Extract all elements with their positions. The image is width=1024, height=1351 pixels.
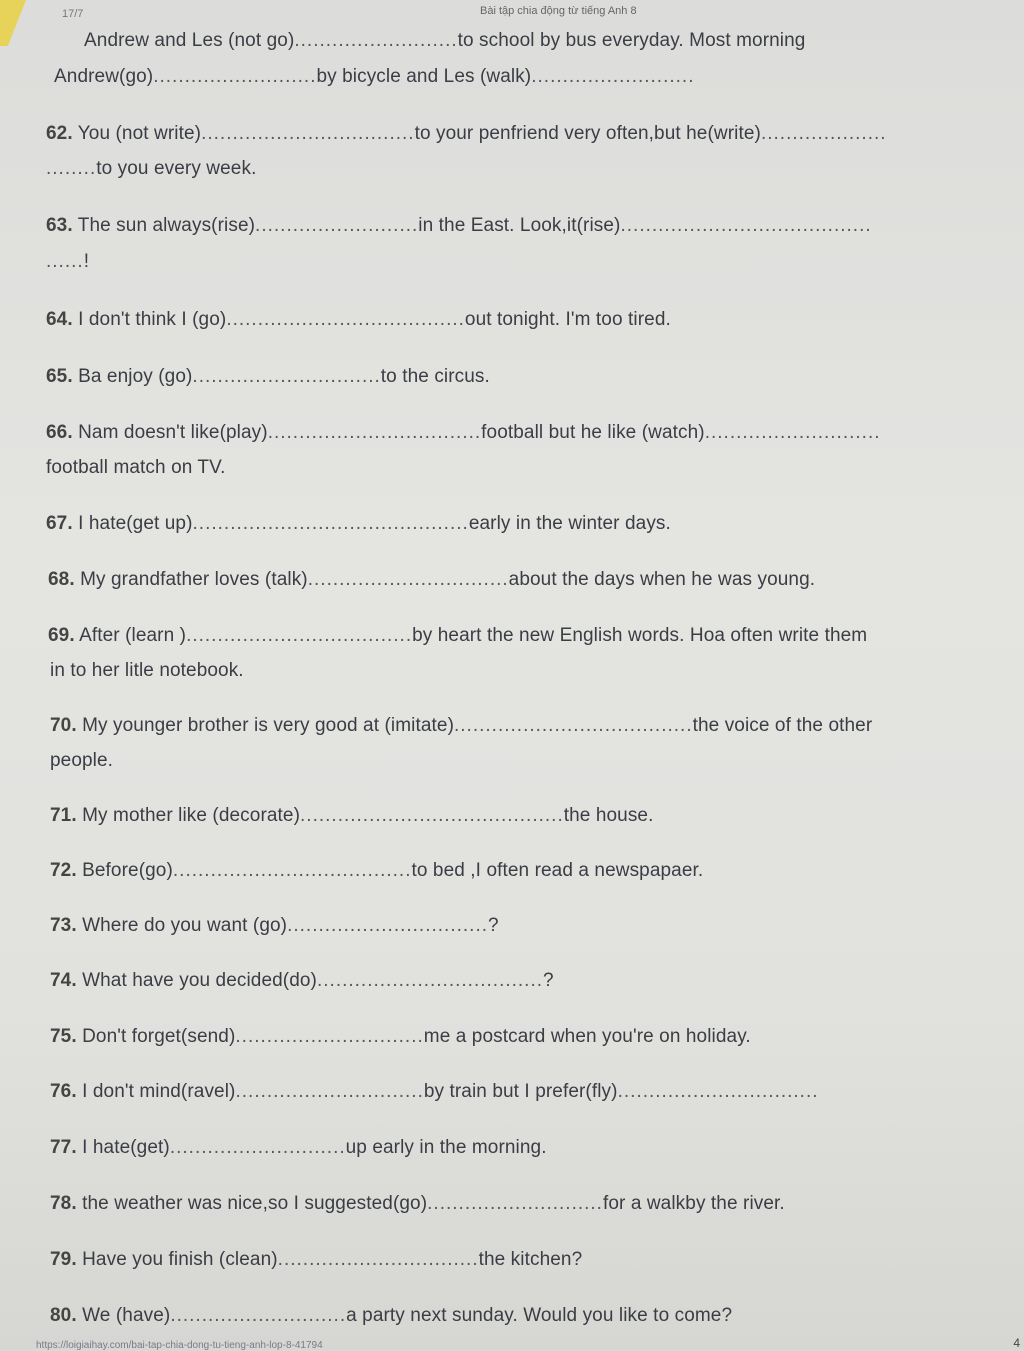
exercise-line	[46, 309, 1016, 331]
answer-blank: ..........................	[255, 215, 419, 236]
page-number: 17/7	[62, 8, 84, 20]
answer-blank: ..............................	[235, 1081, 424, 1102]
exercise-line	[50, 805, 1020, 827]
exercise-number: 78.	[50, 1193, 77, 1214]
exercise-number: 67.	[46, 513, 73, 534]
exercise-line	[54, 66, 1024, 88]
answer-blank: ......	[46, 251, 84, 272]
exercise-line	[50, 1249, 1020, 1271]
exercise-text: After (learn )	[79, 625, 187, 646]
exercise-number: 77.	[50, 1137, 77, 1158]
exercise-text: My mother like (decorate)	[82, 805, 301, 826]
exercise-line	[46, 513, 1016, 535]
exercise-text: You (not write)	[77, 123, 202, 144]
answer-blank: ......................................	[454, 715, 693, 736]
exercise-text: !	[83, 251, 90, 272]
answer-blank: ..............................	[235, 1026, 424, 1047]
exercise-number: 79.	[50, 1249, 77, 1270]
exercise-text: in to her litle notebook.	[50, 660, 244, 681]
exercise-text: to you every week.	[96, 158, 257, 179]
exercise-text: We (have)	[82, 1305, 171, 1326]
answer-blank: ..................................	[201, 123, 415, 144]
answer-blank: ......................................	[226, 309, 465, 330]
answer-blank: ............................	[169, 1137, 346, 1158]
exercise-text: What have you decided(do)	[82, 970, 317, 991]
exercise-text: to the circus.	[380, 366, 490, 387]
exercise-line	[50, 970, 1020, 992]
answer-blank: ............................	[704, 422, 881, 443]
exercise-text: to bed ,I often read a newspapaer.	[411, 860, 704, 881]
exercise-line	[50, 1081, 1020, 1103]
exercise-text: by bicycle and Les (walk)	[316, 66, 532, 87]
exercise-text: out tonight. I'm too tired.	[464, 309, 671, 330]
exercise-text: the kitchen?	[478, 1249, 583, 1270]
exercise-line	[48, 569, 1018, 591]
exercise-line	[46, 366, 1016, 388]
exercise-text: a party next sunday. Would you like to come?	[346, 1305, 733, 1326]
exercise-number: 65.	[46, 366, 73, 387]
page-header: Bài tập chia động từ tiếng Anh 8	[480, 5, 637, 17]
exercise-text: Have you finish (clean)	[82, 1249, 278, 1270]
exercise-text: I don't mind(ravel)	[82, 1081, 236, 1102]
exercise-text: the weather was nice,so I suggested(go)	[82, 1193, 428, 1214]
answer-blank: ........................................	[620, 215, 872, 236]
exercise-line	[46, 215, 1016, 237]
exercise-text: Don't forget(send)	[82, 1026, 236, 1047]
answer-blank: ......................................	[172, 860, 412, 881]
exercise-text: ?	[543, 970, 554, 991]
exercise-number: 74.	[50, 970, 77, 991]
exercise-text: up early in the morning.	[345, 1137, 547, 1158]
answer-blank: ................................	[277, 1249, 479, 1270]
exercise-text: by train but I prefer(fly)	[423, 1081, 618, 1102]
exercise-number: 71.	[50, 805, 77, 826]
answer-blank: ................................	[287, 915, 488, 936]
exercise-number: 63.	[46, 215, 73, 236]
exercise-line	[46, 123, 1016, 145]
exercise-text: the voice of the other	[692, 715, 873, 736]
exercise-line	[50, 660, 1020, 682]
answer-blank: ..............................	[192, 366, 381, 387]
exercise-number: 66.	[46, 422, 73, 443]
exercise-line	[50, 1137, 1020, 1159]
exercise-text: I don't think I (go)	[78, 309, 227, 330]
footer-mark: 4	[1013, 1336, 1020, 1350]
answer-blank: ........	[46, 158, 97, 179]
exercise-text: The sun always(rise)	[77, 215, 256, 236]
exercise-text: to school by bus everyday. Most morning	[457, 30, 806, 51]
exercise-number: 64.	[46, 309, 73, 330]
exercise-text: My grandfather loves (talk)	[80, 569, 308, 590]
answer-blank: ............................	[170, 1305, 347, 1326]
exercise-number: 69.	[48, 625, 75, 646]
exercise-line	[46, 422, 1016, 444]
answer-blank: ..........................	[153, 66, 317, 87]
exercise-text: by heart the new English words. Hoa often write them	[412, 625, 868, 646]
answer-blank: ................................	[307, 569, 509, 590]
exercise-text: Andrew(go)	[54, 66, 154, 87]
exercise-line	[50, 1193, 1020, 1215]
exercise-number: 80.	[50, 1305, 77, 1326]
exercise-number: 70.	[50, 715, 77, 736]
exercise-number: 76.	[50, 1081, 77, 1102]
corner-sticker	[0, 0, 26, 46]
exercise-line	[84, 30, 1024, 52]
answer-blank: ..................................	[267, 422, 482, 443]
exercise-text: ?	[488, 915, 499, 936]
exercise-text: Before(go)	[82, 860, 173, 881]
exercise-line	[48, 625, 1018, 647]
answer-blank: ..........................	[294, 30, 458, 51]
exercise-text: in the East. Look,it(rise)	[418, 215, 621, 236]
answer-blank: ..........................................	[300, 805, 564, 826]
exercise-number: 68.	[48, 569, 75, 590]
answer-blank: ..........................	[531, 66, 695, 87]
exercise-text: football but he like (watch)	[481, 422, 705, 443]
exercise-line	[50, 715, 1020, 737]
exercise-text: I hate(get)	[82, 1137, 170, 1158]
exercise-text: football match on TV.	[46, 457, 226, 478]
exercise-text: people.	[50, 750, 114, 771]
exercise-line	[46, 251, 1016, 273]
exercise-text: early in the winter days.	[468, 513, 671, 534]
exercise-number: 75.	[50, 1026, 77, 1047]
exercise-text: to your penfriend very often,but he(write)	[414, 123, 761, 144]
exercise-text: I hate(get up)	[78, 513, 193, 534]
exercise-text: My younger brother is very good at (imitate)	[82, 715, 454, 736]
answer-blank: ............................	[427, 1193, 603, 1214]
exercise-line	[50, 750, 1020, 772]
exercise-text: the house.	[563, 805, 654, 826]
exercise-number: 72.	[50, 860, 77, 881]
exercise-text: about the days when he was young.	[508, 569, 816, 590]
exercise-line	[50, 915, 1020, 937]
exercise-text: Where do you want (go)	[82, 915, 288, 936]
exercise-number: 62.	[46, 123, 73, 144]
exercise-text: me a postcard when you're on holiday.	[423, 1026, 751, 1047]
exercise-line	[50, 1026, 1020, 1048]
exercise-number: 73.	[50, 915, 77, 936]
exercise-text: Nam doesn't like(play)	[78, 422, 268, 443]
exercise-line	[46, 158, 1016, 180]
exercise-line	[50, 1305, 1020, 1327]
footer-url: https://loigiaihay.com/bai-tap-chia-dong-tu-tieng-anh-lop-8-41794	[36, 1340, 323, 1351]
answer-blank: ....................................	[316, 970, 544, 991]
answer-blank: ................................	[617, 1081, 819, 1102]
answer-blank: ....................	[760, 123, 887, 144]
exercise-line	[46, 457, 1016, 479]
exercise-text: for a walkby the river.	[602, 1193, 785, 1214]
answer-blank: ....................................	[186, 625, 413, 646]
exercise-text: Andrew and Les (not go)	[84, 30, 295, 51]
exercise-line	[50, 860, 1020, 882]
exercise-text: Ba enjoy (go)	[78, 366, 193, 387]
answer-blank: ............................................	[192, 513, 469, 534]
